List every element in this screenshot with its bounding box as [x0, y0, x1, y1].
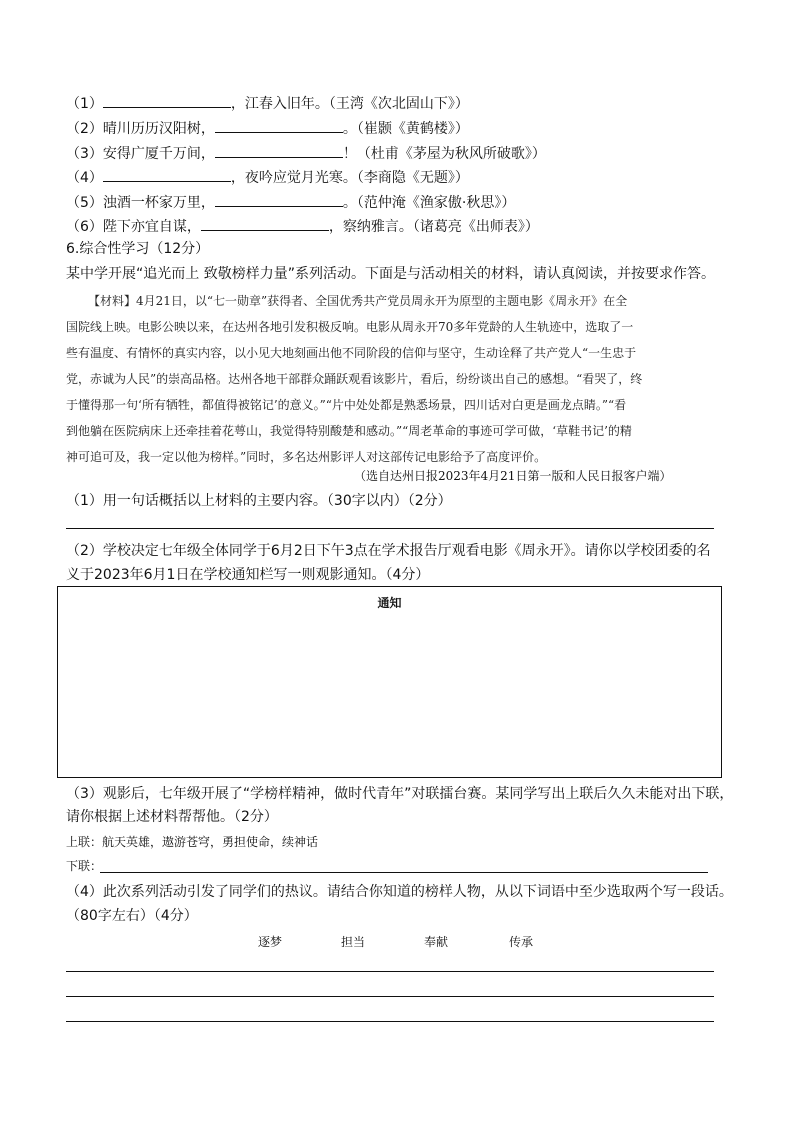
answer-blank[interactable] [103, 166, 231, 182]
poem-line-5 [66, 191, 515, 212]
poem-line-1 [66, 92, 469, 113]
answer-blank[interactable] [215, 191, 343, 207]
couplet-answer-line[interactable] [100, 872, 708, 873]
keyword-dedication: 奉献 [424, 935, 449, 949]
material-source: （选自达州日报2023年4月21日第一版和人民日报客户端） [354, 469, 672, 483]
poem-line-4-after: ，夜吟应觉月光寒。（李商隐《无题》） [230, 170, 469, 186]
answer-blank[interactable] [215, 117, 343, 133]
poem-line-1-before: （1） [66, 96, 103, 112]
poem-line-6 [66, 215, 539, 236]
poem-line-1-after: ，江春入旧年。（王湾《次北固山下》） [230, 96, 469, 112]
question-3-line-1: （3）观影后，七年级开展了“学榜样精神，做时代青年”对联擂台赛。某同学写出上联后久久未能对出下联， [66, 786, 734, 802]
question-2-line-1: （2）学校决定七年级全体同学于6月2日下午3点在学术报告厅观看电影《周永开》。请你以学校团委的名 [66, 543, 711, 559]
section-title: 6.综合性学习（12分） [66, 241, 210, 257]
material-line: 于懂得那一句‘所有牺牲，都值得被铭记’的意义。”“片中处处都是熟悉场景，四川话对白更是画龙点睛。”“看 [66, 398, 627, 412]
answer-line[interactable] [66, 1021, 714, 1022]
question-2-line-2: 义于2023年6月1日在学校通知栏写一则观影通知。（4分） [66, 567, 430, 583]
poem-line-4-before: （4） [66, 170, 103, 186]
question-4-line-2: （80字左右）（4分） [66, 908, 198, 924]
keyword-dream: 逐梦 [258, 935, 283, 949]
poem-line-2 [66, 117, 469, 138]
couplet-upper: 上联：航天英雄，遨游苍穹，勇担使命，续神话 [66, 835, 319, 849]
poem-line-3 [66, 142, 546, 163]
notice-answer-box[interactable] [57, 586, 722, 778]
poem-line-3-after: ！（杜甫《茅屋为秋风所破歌》） [342, 146, 546, 162]
poem-line-2-after: 。（崔颢《黄鹤楼》） [342, 121, 469, 137]
question-3-line-2: 请你根据上述材料帮帮他。（2分） [66, 809, 278, 825]
material-line: 到他躺在医院病床上还牵挂着花萼山，我觉得特别酸楚和感动。”“周老革命的事迹可学可做，‘草鞋书记’的精 [66, 424, 632, 438]
answer-blank[interactable] [201, 215, 329, 231]
couplet-lower-label: 下联： [66, 859, 103, 873]
poem-line-5-after: 。（范仲淹《渔家傲·秋思》） [342, 195, 516, 211]
poem-line-5-before: （5）浊酒一杯家万里， [66, 195, 215, 211]
material-line: 国院线上映。电影公映以来，在达州各地引发积极反响。电影从周永开70多年党龄的人生轨迹中，选取了一 [66, 320, 634, 334]
activity-intro: 某中学开展“追光而上 致敬榜样力量”系列活动。下面是与活动相关的材料，请认真阅读，并按要求作答。 [66, 266, 715, 282]
poem-line-2-before: （2）晴川历历汉阳树， [66, 121, 215, 137]
answer-line[interactable] [66, 971, 714, 972]
answer-blank[interactable] [215, 142, 343, 158]
question-1: （1）用一句话概括以上材料的主要内容。（30字以内）（2分） [66, 493, 452, 509]
notice-title: 通知 [377, 596, 402, 610]
poem-line-6-after: ，察纳雅言。（诸葛亮《出师表》） [328, 219, 539, 235]
poem-line-3-before: （3）安得广厦千万间， [66, 146, 215, 162]
poem-line-6-before: （6）陛下亦宜自谋， [66, 219, 201, 235]
poem-line-4 [66, 166, 469, 187]
keyword-responsibility: 担当 [341, 935, 366, 949]
question-4-line-1: （4）此次系列活动引发了同学们的热议。请结合你知道的榜样人物，从以下词语中至少选取两个写一段话。 [66, 884, 733, 900]
material-line: 神可追可及，我一定以他为榜样。”同时，多名达州影评人对这部传记电影给予了高度评价。 [66, 450, 547, 464]
answer-line[interactable] [66, 996, 714, 997]
answer-blank[interactable] [103, 92, 231, 108]
material-line: 党，赤诚为人民”的崇高品格。达州各地干部群众踊跃观看该影片，看后，纷纷谈出自己的感想。“看哭了，终 [66, 372, 643, 386]
answer-line[interactable] [66, 528, 714, 529]
material-line: 【材料】4月21日，以“七一勋章”获得者、全国优秀共产党员周永开为原型的主题电影《周永开》在全 [88, 294, 628, 308]
keyword-inheritance: 传承 [509, 935, 534, 949]
material-line: 些有温度、有情怀的真实内容，以小见大地刻画出他不同阶段的信仰与坚守，生动诠释了共产党人“一生忠于 [66, 346, 637, 360]
